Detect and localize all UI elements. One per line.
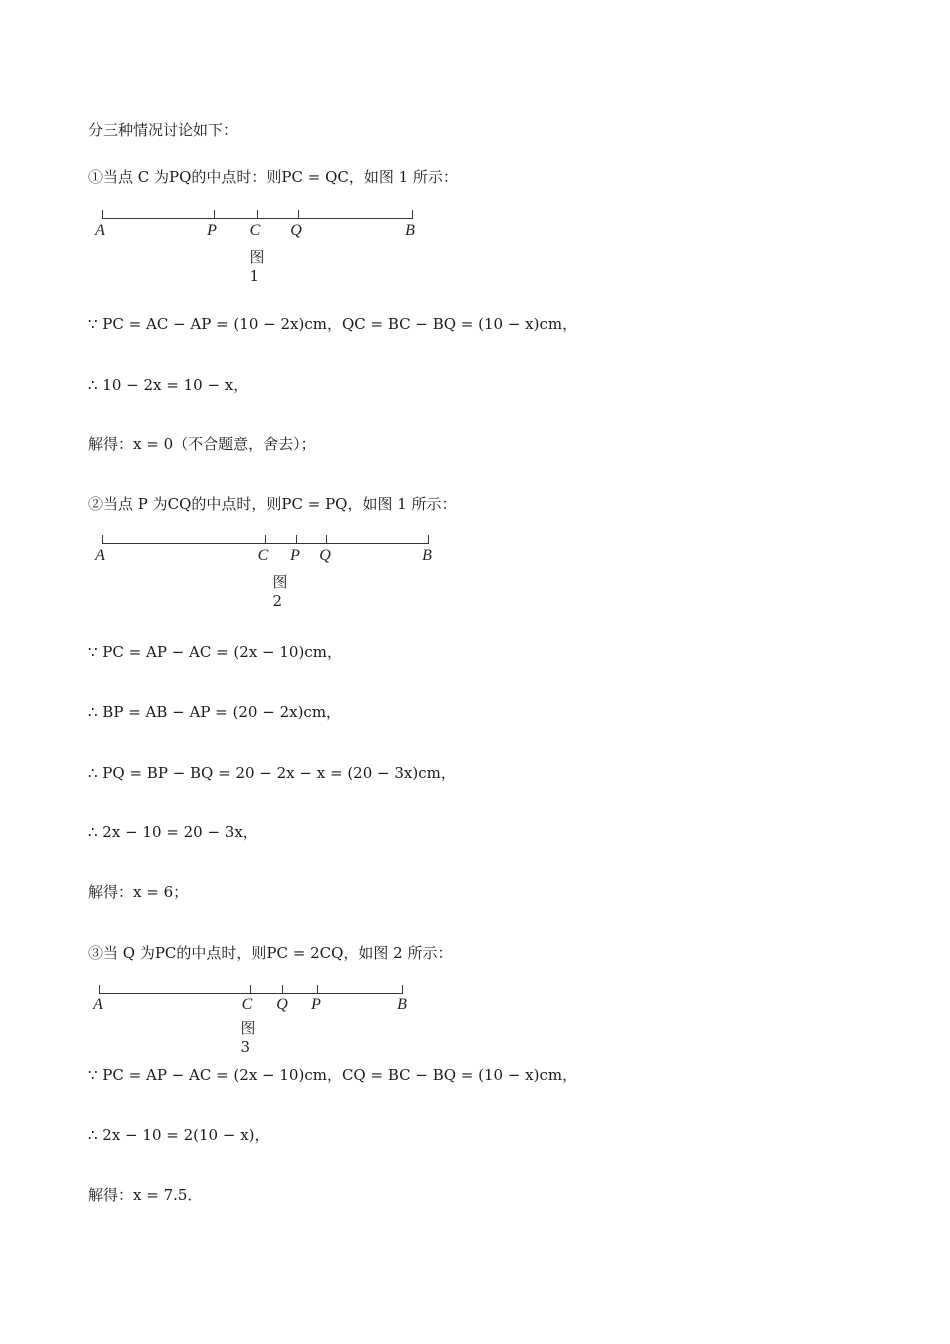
tick-q xyxy=(298,210,299,218)
case2-step-4: ∴ 2x − 10 = 20 − 3x， xyxy=(88,823,258,841)
figure-2-caption: 图2 xyxy=(272,573,288,610)
figure-3-caption: 图3 xyxy=(240,1019,256,1056)
label-c: C xyxy=(241,996,253,1013)
case3-step-2: ∴ 2x − 10 = 2(10 − x)， xyxy=(88,1126,270,1144)
segment-ab xyxy=(102,218,413,219)
tick-p xyxy=(296,535,297,543)
tick-c xyxy=(265,535,266,543)
label-p: P xyxy=(311,996,321,1013)
label-q: Q xyxy=(290,222,302,239)
case2-step-3: ∴ PQ = BP − BQ = 20 − 2x − x = (20 − 3x)cm， xyxy=(88,764,456,782)
tick-a xyxy=(102,210,103,218)
case2-step-2: ∴ BP = AB − AP = (20 − 2x)cm， xyxy=(88,703,342,721)
label-p: P xyxy=(207,222,217,239)
label-p: P xyxy=(290,547,300,564)
case1-step-2: ∴ 10 − 2x = 10 − x， xyxy=(88,376,249,394)
tick-b xyxy=(402,985,403,993)
label-c: C xyxy=(257,547,269,564)
tick-a xyxy=(99,985,100,993)
tick-q xyxy=(282,985,283,993)
label-q: Q xyxy=(276,996,288,1013)
case2-step-1: ∵ PC = AP − AC = (2x − 10)cm， xyxy=(88,643,342,661)
figure-1-caption: 图1 xyxy=(249,248,265,285)
case1-step-3: 解得：x = 0（不合题意，舍去）； xyxy=(88,435,316,453)
intro-text: 分三种情况讨论如下： xyxy=(88,121,239,139)
label-b: B xyxy=(405,222,415,239)
tick-c xyxy=(257,210,258,218)
tick-b xyxy=(428,535,429,543)
tick-a xyxy=(102,535,103,543)
label-a: A xyxy=(95,547,105,564)
tick-c xyxy=(250,985,251,993)
label-a: A xyxy=(95,222,105,239)
label-c: C xyxy=(249,222,261,239)
tick-b xyxy=(412,210,413,218)
case3-heading: ③当 Q 为PC的中点时，则PC = 2CQ，如图 2 所示： xyxy=(88,944,453,962)
case1-heading: ①当点 C 为PQ的中点时：则PC = QC，如图 1 所示： xyxy=(88,168,458,186)
case2-step-5: 解得：x = 6； xyxy=(88,883,189,901)
tick-p xyxy=(317,985,318,993)
label-a: A xyxy=(93,996,103,1013)
segment-ab xyxy=(102,543,429,544)
case2-heading: ②当点 P 为CQ的中点时，则PC = PQ，如图 1 所示： xyxy=(88,495,457,513)
label-b: B xyxy=(397,996,407,1013)
label-q: Q xyxy=(319,547,331,564)
case1-step-1: ∵ PC = AC − AP = (10 − 2x)cm，QC = BC − BQ = (10 − x)cm， xyxy=(88,315,578,333)
segment-ab xyxy=(99,993,403,994)
tick-q xyxy=(326,535,327,543)
tick-p xyxy=(214,210,215,218)
case3-step-3: 解得：x = 7.5． xyxy=(88,1186,203,1204)
case3-step-1: ∵ PC = AP − AC = (2x − 10)cm，CQ = BC − BQ = (10 − x)cm， xyxy=(88,1066,578,1084)
label-b: B xyxy=(422,547,432,564)
